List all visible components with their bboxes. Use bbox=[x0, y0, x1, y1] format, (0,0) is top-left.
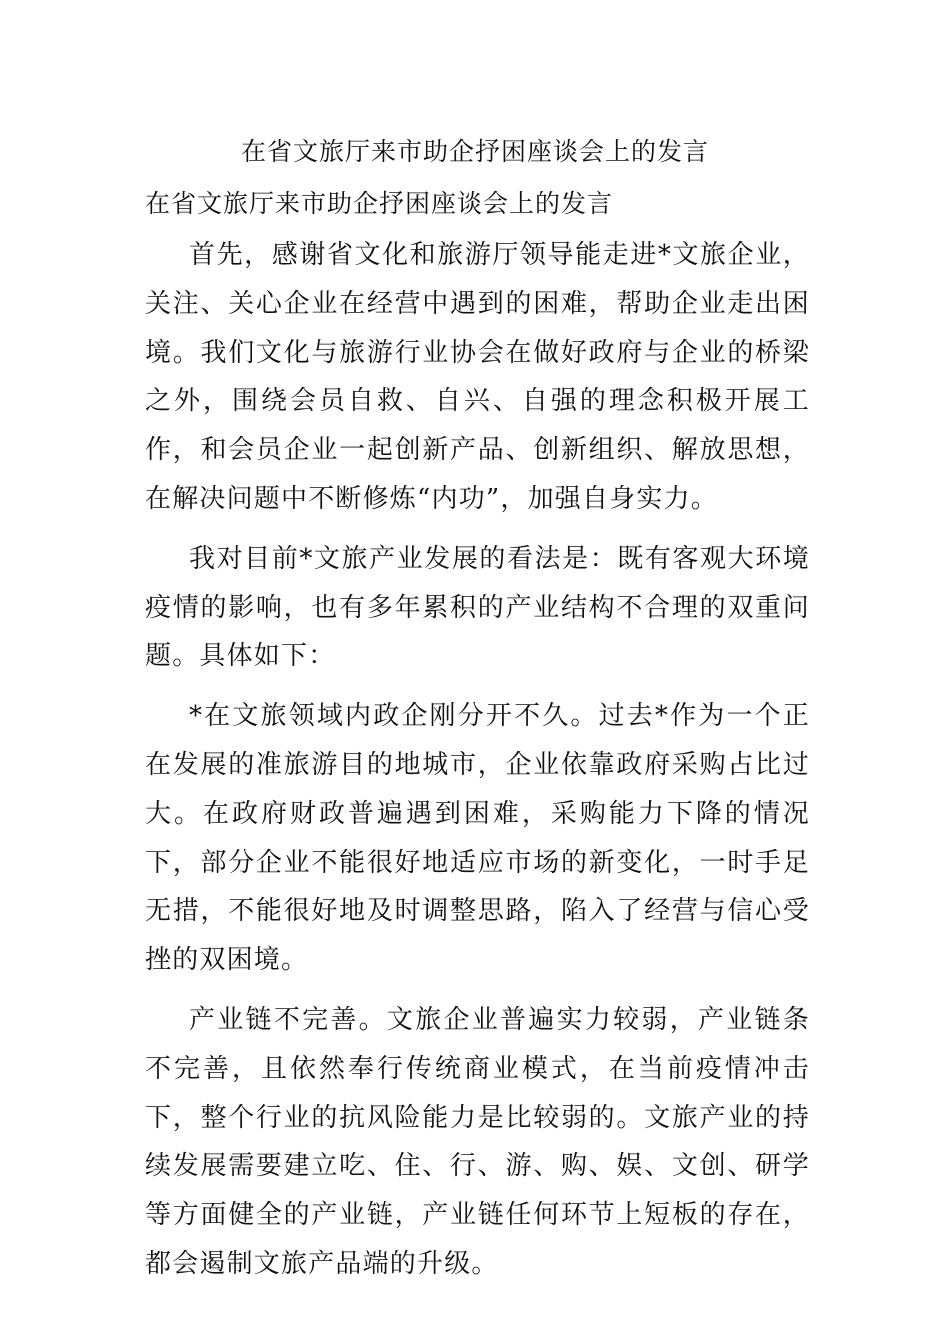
paragraph-2: 我对目前*文旅产业发展的看法是：既有客观大环境疫情的影响，也有多年累积的产业结构不合理的双重问题。具体如下： bbox=[145, 543, 810, 672]
paragraph-3: *在文旅领域内政企刚分开不久。过去*作为一个正在发展的准旅游目的地城市，企业依靠政府采购占比过大。在政府财政普遍遇到困难，采购能力下降的情况下，部分企业不能很好地适应市场的新变化，一时手足无措，不能很好地及时调整思路，陷入了经营与信心受挫的双困境。 bbox=[145, 701, 810, 976]
paragraph-1: 首先，感谢省文化和旅游厅领导能走进*文旅企业，关注、关心企业在经营中遇到的困难，帮助企业走出困境。我们文化与旅游行业协会在做好政府与企业的桥梁之外，围绕会员自救、自兴、自强的理念积极开展工作，和会员企业一起创新产品、创新组织、解放思想，在解决问题中不断修炼“内功”，加强自身实力。 bbox=[145, 240, 810, 514]
document-subtitle: 在省文旅厅来市助企抒困座谈会上的发言 bbox=[145, 189, 614, 218]
document-title: 在省文旅厅来市助企抒困座谈会上的发言 bbox=[240, 137, 709, 166]
document-body bbox=[145, 184, 810, 1289]
paragraph-4: 产业链不完善。文旅企业普遍实力较弱，产业链条不完善，且依然奉行传统商业模式，在当前疫情冲击下，整个行业的抗风险能力是比较弱的。文旅产业的持续发展需要建立吃、住、行、游、购、娱、文创、研学等方面健全的产业链，产业链任何环节上短板的存在，都会遏制文旅产品端的升级。 bbox=[145, 1004, 810, 1279]
